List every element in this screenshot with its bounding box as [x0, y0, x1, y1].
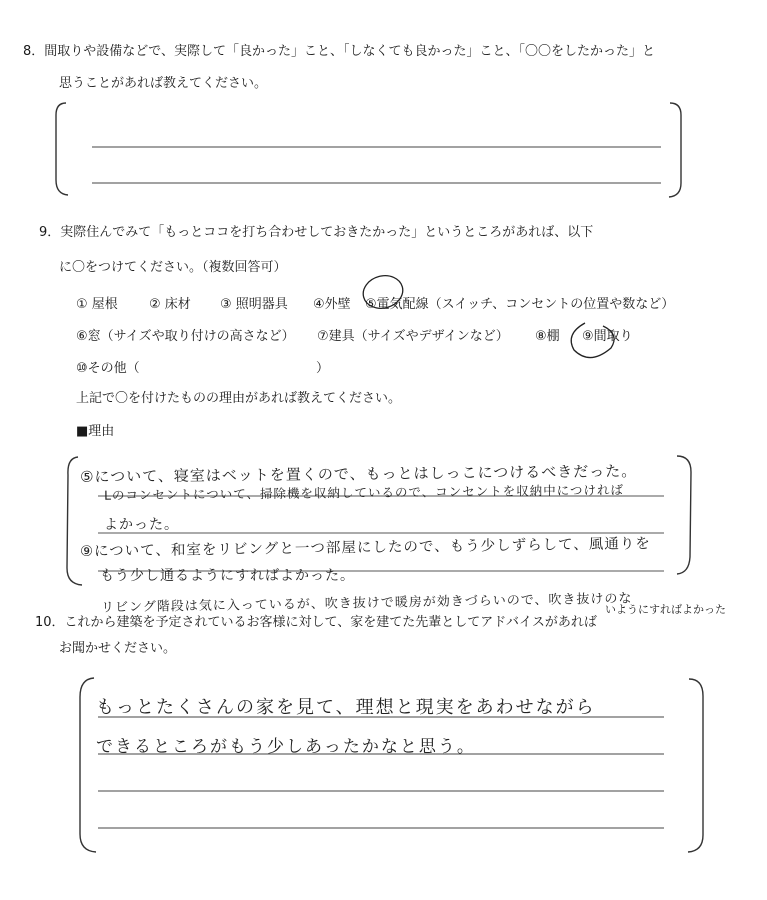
option-flooring: ② 床材 — [149, 297, 191, 312]
option-other-close: ） — [316, 361, 330, 376]
option-roof: ① 屋根 — [76, 297, 118, 312]
handwritten-advice-1: もっとたくさんの家を見て、理想と現実をあわせながら — [96, 697, 596, 718]
q10-bracket-left — [80, 678, 96, 852]
q8-question-line-1: 8．間取りや設備などで、実際して「良かった」こと、「しなくても良かった」こと、「〇〇をしたかった」と — [23, 44, 656, 59]
handwritten-reason-1: ⑤について、寝室はベットを置くので、もっとはしっこにつけるべきだった。 — [79, 462, 638, 486]
handwritten-reason-2: Lのコンセントについて、掃除機を収納しているので、コンセントを収納中につければ — [103, 482, 625, 503]
reason-prompt: 上記で〇を付けたものの理由があれば教えてください。 — [76, 391, 402, 406]
reason-heading: ■理由 — [76, 424, 115, 439]
option-other-open: ⑩その他（ — [76, 361, 140, 376]
q8-bracket-left — [56, 103, 68, 195]
q8-bracket-right — [669, 103, 681, 197]
option-shelves: ⑧棚 — [535, 329, 560, 344]
q9-question-line-1: 9．実際住んでみて「もっとココを打ち合わせしておきたかった」というところがあれば、以下 — [39, 225, 594, 240]
option-electrical-wiring: ⑤電気配線（スイッチ、コンセントの位置や数など） — [365, 297, 675, 312]
handwritten-reason-6: リビング階段は気に入っているが、吹き抜けで暖房が効きづらいので、吹き抜けのな — [100, 591, 633, 616]
q9-question-line-2: に〇をつけてください。（複数回答可） — [59, 260, 287, 275]
handwritten-reason-3: よかった。 — [104, 517, 179, 533]
handwritten-reason-4: ⑨について、和室をリビングと一つ部屋にしたので、もう少しずらして、風通りを — [79, 536, 651, 560]
q10-question-line-1: 10．これから建築を予定されているお客様に対して、家を建てた先輩としてアドバイスがあれば — [35, 615, 597, 630]
option-windows: ⑥窓（サイズや取り付けの高さなど） — [76, 329, 295, 344]
handwritten-advice-2: できるところがもう少しあったかなと思う。 — [96, 737, 476, 757]
option-exterior-wall: ④外壁 — [313, 297, 351, 312]
q9-bracket-right — [677, 456, 691, 574]
option-fittings: ⑦建具（サイズやデザインなど） — [317, 329, 509, 344]
handwritten-reason-7: いようにすればよかった — [605, 603, 726, 616]
q10-question-line-2: お聞かせください。 — [59, 641, 177, 656]
option-lighting: ③ 照明器具 — [220, 297, 288, 312]
q8-question-line-2: 思うことがあれば教えてください。 — [59, 76, 268, 91]
handwritten-reason-5: もう少し通るようにすればよかった。 — [100, 568, 355, 584]
option-floor-plan: ⑨間取り — [582, 329, 633, 344]
q10-bracket-right — [688, 679, 703, 852]
